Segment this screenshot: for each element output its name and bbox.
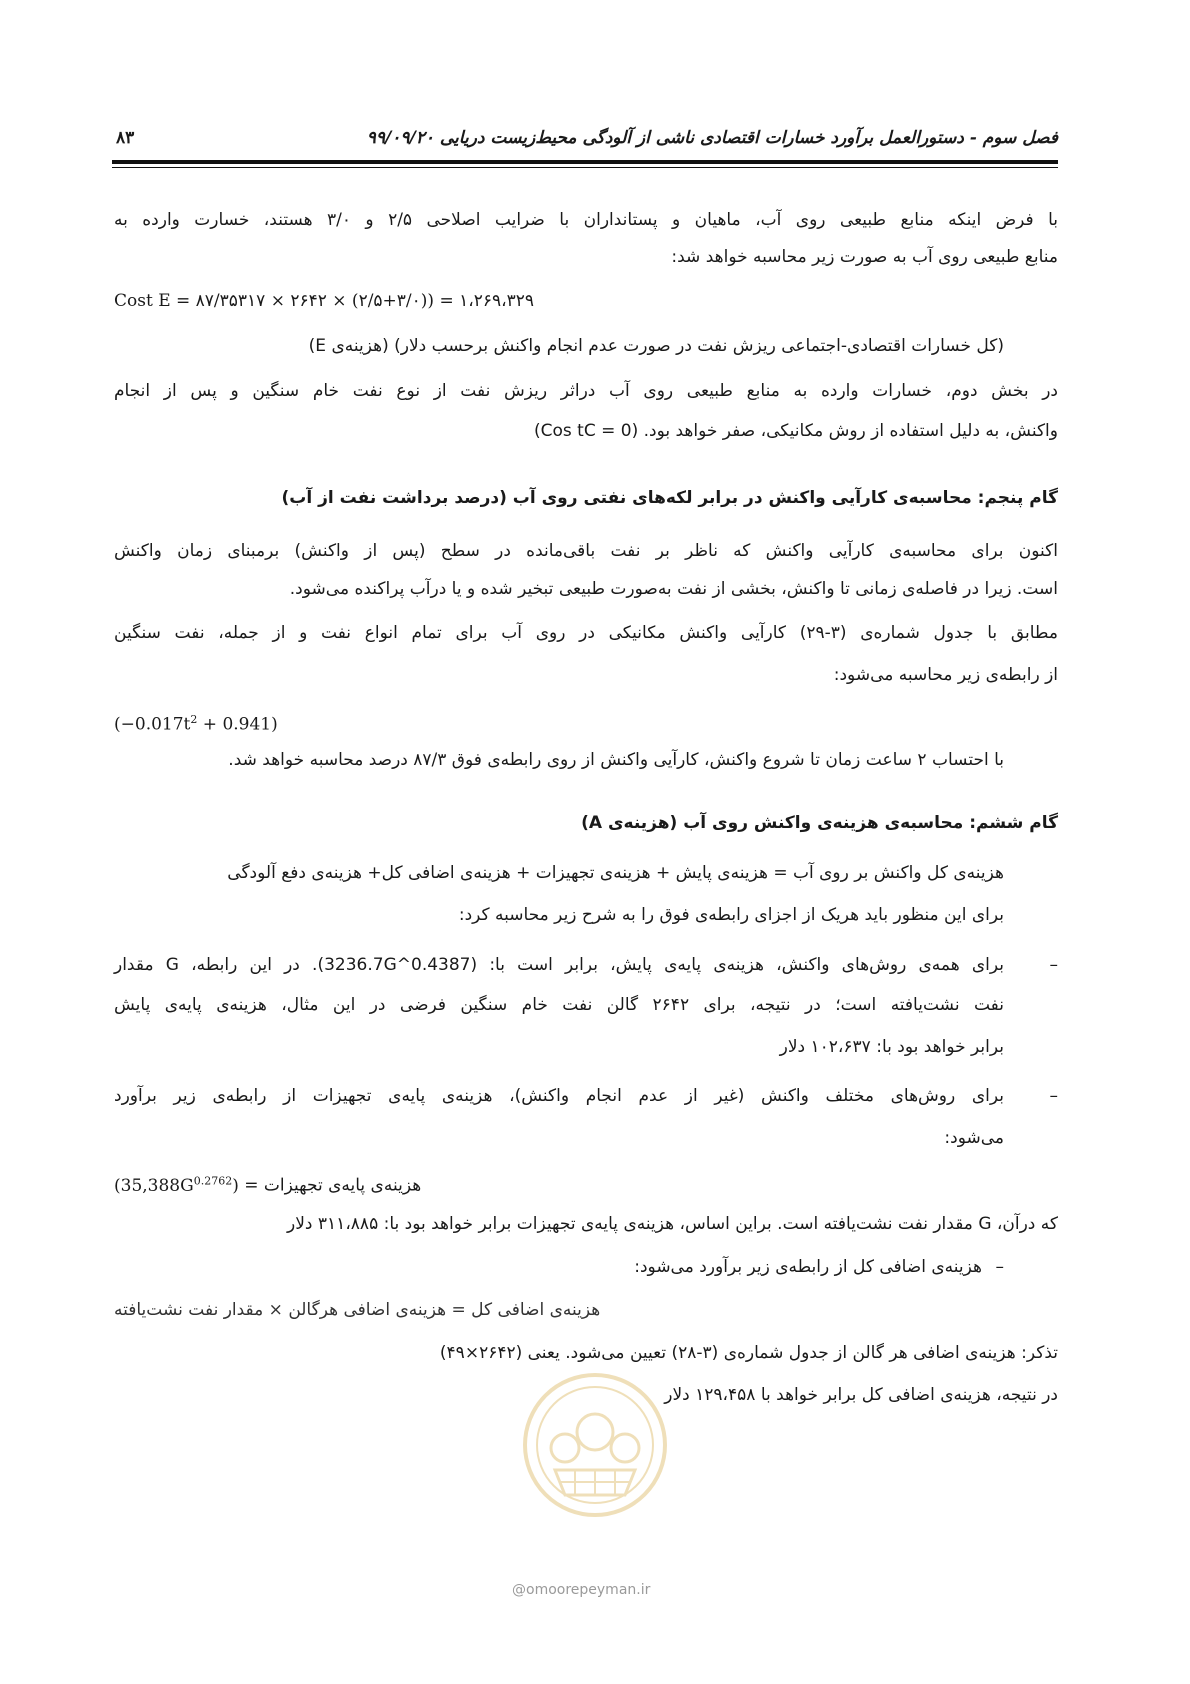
watermark-site-text: @omoorepeyman.ir — [512, 1582, 651, 1598]
paragraph-line: است. زیرا در فاصله‌ی زمانی تا واکنش، بخشی از نفت به‌صورت طبیعی تبخیر شده و یا درآب پراکنده می‌شود. — [289, 579, 1058, 599]
paragraph-line: با فرض اینکه منابع طبیعی روی آب، ماهیان و پستانداران با ضرایب اصلاحی ۲/۵ و ۳/۰ هستند، خسارت وارده به — [114, 210, 1058, 230]
header-rule-thin — [112, 167, 1058, 168]
note-line: تذکر: هزینه‌ی اضافی هر گالن از جدول شماره‌ی (۳-۲۸) تعیین می‌شود. یعنی (۲۶۴۲×۴۹) — [439, 1343, 1058, 1363]
formula-cost-e: Cost E = ۸۷/۳۵۳۱۷ × ۲۶۴۲ × (۲/۵+۳/۰)) = ۱،۲۶۹،۳۲۹ — [114, 291, 534, 311]
paragraph-line: از رابطه‌ی زیر محاسبه می‌شود: — [833, 665, 1058, 685]
bullet-dash: – — [1049, 955, 1058, 975]
formula-exponent: 0.2762 — [193, 1174, 233, 1187]
formula-part: ) — [232, 1175, 239, 1196]
paragraph-line: با احتساب ۲ ساعت زمان تا شروع واکنش، کارآیی واکنش از روی رابطه‌ی فوق ۸۷/۳ درصد محاسبه خواهد شد. — [228, 750, 1004, 770]
running-header — [112, 128, 1058, 154]
chapter-title: فصل سوم - دستورالعمل برآورد خسارات اقتصادی ناشی از آلودگی محیط‌زیست دریایی ۹۹/۰۹/۲۰ — [366, 128, 1058, 148]
watermark-seal-logo — [520, 1370, 670, 1520]
paragraph-line: در بخش دوم، خسارات وارده به منابع طبیعی روی آب دراثر ریزش نفت از نوع نفت خام سنگین و پس از انجام — [114, 381, 1058, 401]
paragraph-line: اکنون برای محاسبه‌ی کارآیی واکنش که ناظر بر نفت باقی‌مانده در سطح (پس از واکنش) برمبنای زمان واکنش — [114, 541, 1058, 561]
bullet-line: می‌شود: — [944, 1128, 1004, 1148]
paragraph-line: هزینه‌ی کل واکنش بر روی آب = هزینه‌ی پایش + هزینه‌ی تجهیزات + هزینه‌ی اضافی کل+ هزینه‌ی دفع آلودگی — [227, 863, 1004, 883]
section-heading-step6: گام ششم: محاسبه‌ی هزینه‌ی واکنش روی آب (هزینه‌ی A) — [581, 813, 1058, 833]
formula-part: (35,388G — [114, 1175, 194, 1196]
formula-part: + 0.941) — [197, 714, 278, 735]
result-line: در نتیجه، هزینه‌ی اضافی کل برابر خواهد با ۱۲۹،۴۵۸ دلار — [664, 1385, 1058, 1405]
section-heading-step5: گام پنجم: محاسبه‌ی کارآیی واکنش در برابر لکه‌های نفتی روی آب (درصد برداشت نفت از آب) — [281, 488, 1058, 508]
paragraph-note: (کل خسارات اقتصادی-اجتماعی ریزش نفت در صورت عدم انجام واکنش برحسب دلار) (هزینه‌ی E) — [308, 336, 1004, 356]
formula-extra-cost: هزینه‌ی اضافی کل = هزینه‌ی اضافی هرگالن × مقدار نفت نشت‌یافته — [114, 1300, 601, 1320]
formula-efficiency — [114, 707, 278, 738]
bullet-dash: – — [1049, 1086, 1058, 1106]
header-rule-thick — [112, 160, 1058, 164]
paragraph-line: برای این منظور باید هریک از اجزای رابطه‌ی فوق را به شرح زیر محاسبه کرد: — [458, 905, 1004, 925]
bullet-line: نفت نشت‌یافته است؛ در نتیجه، برای ۲۶۴۲ گالن نفت خام سنگین فرضی در این مثال، هزینه‌ی پایه‌ی پایش — [114, 995, 1004, 1015]
paragraph-line: منابع طبیعی روی آب به صورت زیر محاسبه خواهد شد: — [671, 247, 1058, 267]
formula-label: هزینه‌ی پایه‌ی تجهیزات = — [244, 1175, 422, 1196]
paragraph-line: واکنش، به دلیل استفاده از روش مکانیکی، صفر خواهد بود. (Cos tC = 0) — [533, 421, 1058, 441]
paragraph-line: که درآن، G مقدار نفت نشت‌یافته است. براین اساس، هزینه‌ی پایه‌ی تجهیزات برابر خواهد بود با: ۳۱۱،۸۸۵ دلار — [287, 1214, 1058, 1234]
page-number: ۸۳ — [116, 128, 135, 148]
bullet-dash: – — [995, 1257, 1004, 1277]
bullet-line: برابر خواهد بود با: ۱۰۲،۶۳۷ دلار — [779, 1037, 1004, 1057]
bullet-line: هزینه‌ی اضافی کل از رابطه‌ی زیر برآورد می‌شود: — [634, 1257, 982, 1277]
paragraph-line: مطابق با جدول شماره‌ی (۳-۲۹) کارآیی واکنش مکانیکی در روی آب برای تمام انواع نفت و از جمله، نفت سنگین — [114, 623, 1058, 643]
formula-equipment — [114, 1168, 421, 1199]
bullet-line: برای همه‌ی روش‌های واکنش، هزینه‌ی پایه‌ی پایش، برابر است با: (3236.7G^0.4387). در این رابطه، G مقدار — [114, 955, 1005, 975]
formula-exponent: 2 — [190, 713, 198, 726]
bullet-line: برای روش‌های مختلف واکنش (غیر از عدم انجام واکنش)، هزینه‌ی پایه‌ی تجهیزات از رابطه‌ی زیر برآورد — [114, 1086, 1004, 1106]
formula-expression — [114, 1176, 239, 1196]
formula-part: (−0.017t — [114, 714, 191, 735]
